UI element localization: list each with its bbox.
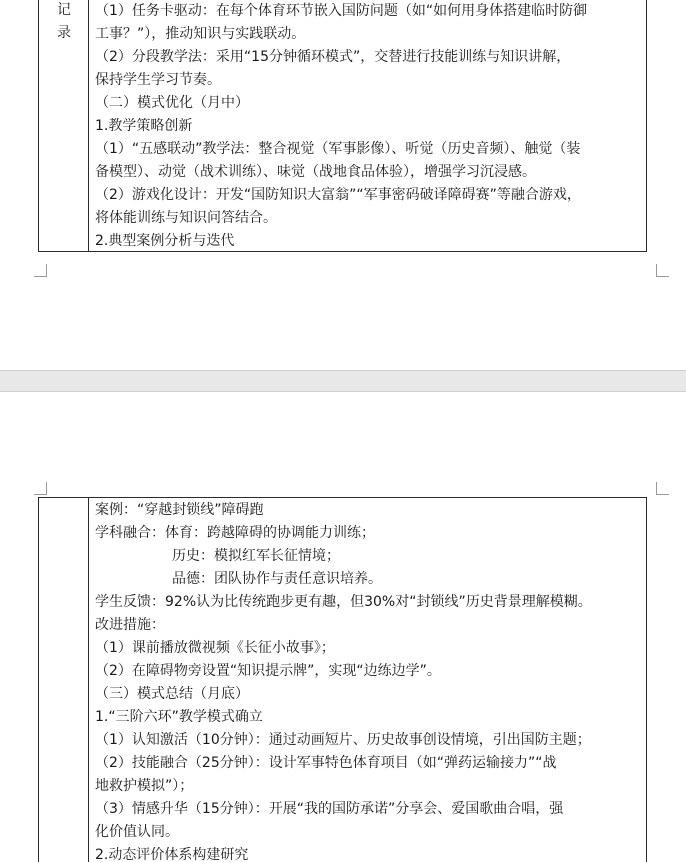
text-line: （1）任务卡驱动：在每个体育环节嵌入国防问题（如“如何用身体搭建临时防御 bbox=[95, 3, 588, 19]
label-column bbox=[39, 0, 89, 251]
text-line: 化价值认同。 bbox=[95, 824, 179, 840]
text-line: 品德：团队协作与责任意识培养。 bbox=[172, 571, 382, 587]
label-column bbox=[39, 498, 89, 862]
text-line: （2）游戏化设计：开发“国防知识大富翁”“军事密码破译障碍赛”等融合游戏， bbox=[95, 187, 581, 203]
text-line: （1）认知激活（10分钟）：通过动画短片、历史故事创设情境，引出国防主题； bbox=[95, 732, 591, 748]
text-line: 保持学生学习节奏。 bbox=[95, 72, 221, 88]
text-line: 工事？”），推动知识与实践联动。 bbox=[95, 26, 306, 42]
page-corner-mark bbox=[34, 482, 47, 495]
page-separator bbox=[0, 370, 686, 392]
text-line: 备模型）、动觉（战术训练）、味觉（战地食品体验），增强学习沉浸感。 bbox=[95, 164, 536, 180]
text-line: （2）分段教学法：采用“15分钟循环模式”，交替进行技能训练与知识讲解， bbox=[95, 49, 571, 65]
record-table bbox=[38, 0, 647, 252]
text-line: 学生反馈：92%认为比传统跑步更有趣，但30%对“封锁线”历史背景理解模糊。 bbox=[95, 594, 592, 610]
text-line: 2.典型案例分析与迭代 bbox=[95, 233, 235, 249]
text-line: （1）“五感联动”教学法：整合视觉（军事影像）、听觉（历史音频）、触觉（装 bbox=[95, 141, 581, 157]
text-line: 学科融合：体育：跨越障碍的协调能力训练； bbox=[95, 525, 375, 541]
text-line: 案例：“穿越封锁线”障碍跑 bbox=[95, 502, 264, 518]
text-line: 历史：模拟红军长征情境； bbox=[172, 548, 340, 564]
record-content bbox=[95, 0, 642, 253]
document-page-2 bbox=[0, 392, 686, 862]
text-line: 将体能训练与知识问答结合。 bbox=[95, 210, 277, 226]
text-line: 地救护模拟”）； bbox=[95, 778, 194, 794]
text-line: 改进措施： bbox=[95, 617, 165, 633]
text-line: （3）情感升华（15分钟）：开展“我的国防承诺”分享会、爱国歌曲合唱，强 bbox=[95, 801, 564, 817]
text-line: （2）技能融合（25分钟）：设计军事特色体育项目（如“弹药运输接力”“战 bbox=[95, 755, 557, 771]
page-corner-mark bbox=[34, 264, 47, 277]
text-line: 2.动态评价体系构建研究 bbox=[95, 847, 249, 862]
text-line: （三）模式总结（月底） bbox=[95, 686, 249, 702]
label-char: 录 bbox=[57, 25, 71, 41]
document-page-1 bbox=[0, 0, 686, 370]
text-line: （2）在障碍物旁设置“知识提示牌”，实现“边练边学”。 bbox=[95, 663, 441, 679]
text-line: 1.教学策略创新 bbox=[95, 118, 193, 134]
page-corner-mark bbox=[656, 264, 669, 277]
text-line: 1.“三阶六环”教学模式确立 bbox=[95, 709, 263, 725]
text-line: （1）课前播放微视频《长征小故事》； bbox=[95, 640, 335, 656]
page-corner-mark bbox=[656, 482, 669, 495]
text-line: （二）模式优化（月中） bbox=[95, 95, 249, 111]
record-table bbox=[38, 497, 647, 862]
record-content bbox=[95, 499, 642, 862]
label-char: 记 bbox=[57, 2, 71, 18]
